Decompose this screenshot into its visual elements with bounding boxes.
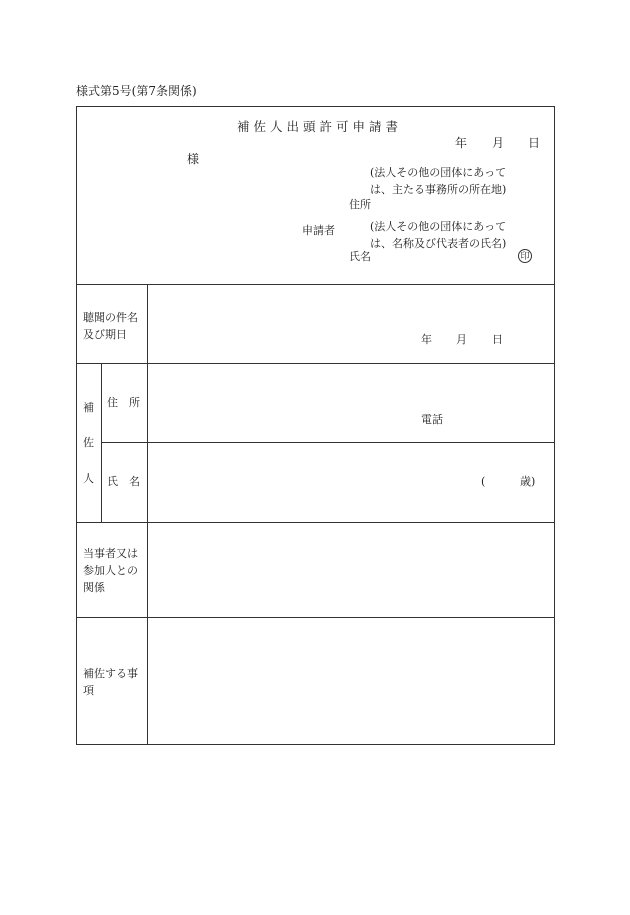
relation-label-line-3: 関係: [83, 581, 105, 594]
applicant-address-label: 住所: [349, 198, 371, 211]
addressee-suffix: 様: [187, 152, 200, 166]
assistant-group-char-3: 人: [83, 472, 94, 485]
assistant-group-char-1: 補: [83, 401, 94, 414]
label-column-divider: [147, 284, 148, 745]
matters-label-line-2: 項: [83, 684, 94, 697]
form-title: 補佐人出頭許可申請書: [237, 119, 403, 134]
seal-mark-icon: 印: [518, 249, 532, 263]
assistant-phone-label: 電話: [421, 413, 443, 426]
hearing-date-month: 月: [456, 333, 467, 346]
matters-label-line-1: 補佐する事: [83, 667, 138, 680]
hearing-label-line-2: 及び期日: [83, 328, 127, 341]
assistant-age-open: (: [481, 475, 486, 488]
assistant-group-divider: [101, 363, 102, 522]
address-note-line-2: は、主たる事務所の所在地): [370, 183, 507, 196]
hearing-date-day: 日: [492, 333, 503, 346]
applicant-name-label: 氏名: [349, 250, 371, 263]
address-note-line-1: (法人その他の団体にあって: [370, 166, 507, 179]
hearing-label: [83, 309, 138, 343]
hearing-date-year: 年: [421, 333, 432, 346]
hearing-label-line-1: 聴聞の件名: [83, 311, 138, 324]
assistant-age-label: 歳): [520, 475, 536, 488]
name-note-line-2: は、名称及び代表者の氏名): [370, 237, 507, 250]
relation-label-line-1: 当事者又は: [83, 547, 138, 560]
date-year-label: 年: [455, 136, 468, 150]
address-note: [370, 164, 506, 198]
date-day-label: 日: [528, 136, 541, 150]
relation-label: [83, 545, 138, 596]
form-number-label: 様式第5号(第7条関係): [76, 84, 197, 98]
applicant-label: 申請者: [302, 224, 335, 237]
assistant-name-label: 氏 名: [107, 475, 140, 488]
relation-label-line-2: 参加人との: [83, 564, 138, 577]
assistant-group-char-2: 佐: [83, 436, 94, 449]
date-month-label: 月: [492, 136, 505, 150]
assistant-address-label: 住 所: [107, 396, 140, 409]
matters-label: [83, 665, 138, 699]
name-note-line-1: (法人その他の団体にあって: [370, 220, 507, 233]
divider-assistant-inner: [101, 442, 555, 443]
name-note: [370, 218, 506, 252]
